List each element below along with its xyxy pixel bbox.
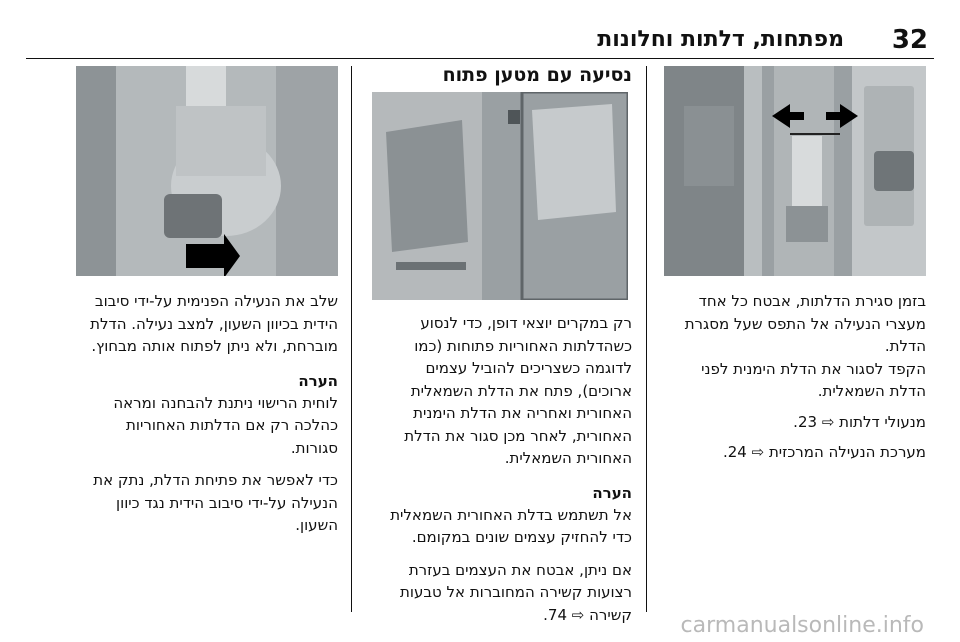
note-heading: הערה <box>298 371 338 390</box>
xref-central-locking: מערכת הנעילה המרכזית ⇨ 24. <box>722 443 926 461</box>
figure-open-rear-doors <box>372 92 628 300</box>
note-text: אל תשתמש בדלת האחורית השמאלית כדי להחזיק עצמים שונים במקומם. <box>390 505 632 546</box>
closing-order-instructions: הקפד לסגור את הדלת הימנית לפני הדלת השמאלית. <box>701 359 926 400</box>
xref-door-locks: מנעולי דלתות ⇨ 23. <box>793 412 926 431</box>
page-header <box>0 0 960 58</box>
column-left <box>76 66 338 537</box>
latch-instructions: בזמן סגירת הדלתות, אבטח כל אחד מעצרי הנעילה אל התפס שעל מסגרת הדלת. <box>684 292 926 355</box>
open-load-instructions: רק במקרים יוצאי דופן, כדי לנסוע כשהדלתות האחוריות פתוחות (כמו לדוגמה כשצריכים להוביל עצמים ארוכים), פתח את הדלת השמאלית האחורית ואחריה את הדלת הימנית האחורית, לאחר מכן סגור את הדלת האחורית השמאלית. <box>404 314 632 467</box>
figure-door-latch-arrows <box>664 66 926 276</box>
note-heading: הערה <box>592 483 632 502</box>
watermark: carmanualsonline.info <box>680 613 924 638</box>
column-divider <box>646 66 647 612</box>
release-lock-instructions: כדי לאפשר את פתיחת הדלת, נתק את הנעילה על-ידי סיבוב הידית נגד כיוון השעון. <box>93 471 338 534</box>
section-heading: נסיעה עם מטען פתוח <box>442 64 632 86</box>
engage-lock-instructions: שלב את הנעילה הפנימית על-ידי סיבוב הידית בכיוון השעון, למצב נעילה. הדלת מוברחת, ולא ניתן לפתוח אותה מבחוץ. <box>90 292 338 355</box>
page-number: 32 <box>891 25 928 55</box>
figure-inner-lock-handle <box>76 66 338 276</box>
note-text: לוחית הרישוי ניתנת להבחנה ומראה כהלכה רק אם הדלתות האחוריות סגורות. <box>113 393 338 457</box>
page-title: מפתחות, דלתות וחלונות <box>597 27 844 52</box>
column-middle <box>370 66 632 626</box>
column-divider <box>351 66 352 612</box>
tie-down-instructions: אם ניתן, אבטח את העצמים בעזרת רצועות קשירה המחוברות אל טבעות קשירה ⇨ 74. <box>400 560 632 624</box>
column-right <box>664 66 926 464</box>
header-divider <box>26 58 934 59</box>
